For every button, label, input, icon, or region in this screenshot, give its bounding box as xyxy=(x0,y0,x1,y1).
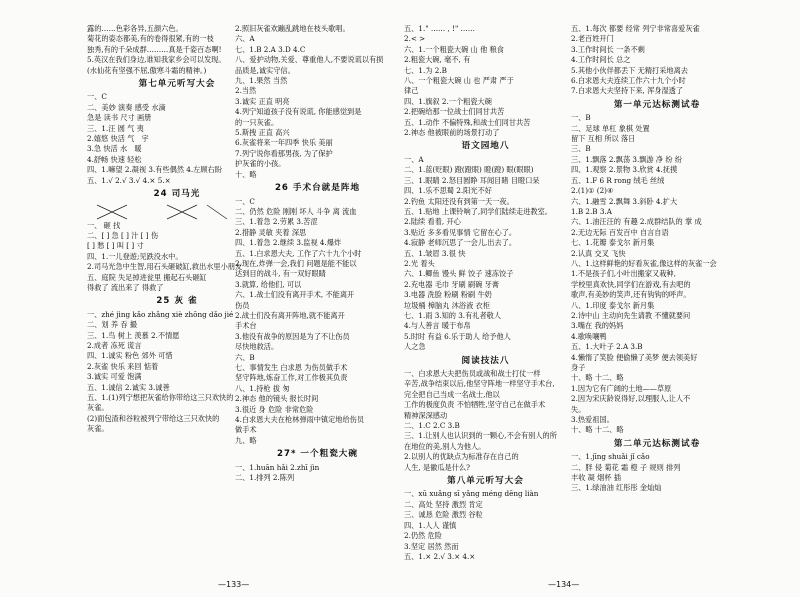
answer-line: 2.照旧灰雀欢蹦乱跳地在枝头歌唱。 xyxy=(235,24,350,33)
answer-line: 3.贴近 多多看见事情 它留在心了。 xyxy=(404,227,517,237)
answer-line: 2.认真 交叉 飞快 xyxy=(571,248,626,258)
answer-line: 2.嬉悠 快活 气 宇 xyxy=(87,134,149,144)
section-heading: 语文园地八 xyxy=(461,141,510,152)
answer-line: 四、1.诚实 粉色 郊外 可惜 xyxy=(87,351,173,361)
answer-line: 二、划 养 吞 撮 xyxy=(87,320,137,330)
answer-line: 八、爱护动物,关爱、尊重他人,不要说谎以有损 xyxy=(235,55,384,65)
answer-line: 2.战士们没有离开阵地,就不能离开 xyxy=(235,310,345,320)
answer-line: 学校里真欢快,同学们在游戏,有去吧的 xyxy=(571,279,691,289)
answer-line: 七、1.为 2.B xyxy=(404,65,447,75)
answer-line: 六、1.油汪汪的 有趣 2.成群结队的 掌 成 xyxy=(571,217,702,227)
answer-line: 4.懒惰了笑脸 便偷懒了美梦 便去领美好 xyxy=(571,352,698,362)
answer-line: 七、1.B 2.A 3.D 4.C xyxy=(235,44,306,54)
answer-line: 2.神态 他被眼前的场景打动了 xyxy=(404,128,500,138)
answer-line: 七、1.雨 3.知的 3.有礼者敬人 xyxy=(404,310,502,320)
answer-line: 做手术 xyxy=(235,425,257,435)
answer-line: 一、1.huān hǎi 2.zhī jìn xyxy=(235,462,320,472)
answer-line: 五、1.贴地 上课铃响了,同学们陆续走进教室。 xyxy=(404,206,552,216)
answer-line: 二、1.排列 2.陈列 xyxy=(235,473,295,483)
answer-line: 五、1.动作 不偏特殊,和战士们同甘共苦 xyxy=(404,117,531,127)
answer-line: 一、C xyxy=(235,196,255,206)
answer-line: 6.灰雀将来一年四季 快乐 美丽 xyxy=(235,138,333,148)
answer-line: 急是 读书 尺寸 画册 xyxy=(87,113,152,123)
section-heading: 第七单元听写大会 xyxy=(138,79,216,90)
answer-line: 坚守阵地,炼奋工作,对工作极其负责 xyxy=(235,373,348,383)
answer-line: 1.不是孩子们,小叶出搬家又栽种, xyxy=(571,269,676,279)
answer-line: 六、B xyxy=(235,352,255,362)
answer-line: 6.白求恩大夫连续工作六十九个小时 xyxy=(571,76,686,86)
answer-line: 2.当然 xyxy=(235,86,257,96)
answer-line: 九、略 xyxy=(235,435,257,445)
answer-line: 3.诚实 正直 明亮 xyxy=(235,96,290,106)
answer-line: 五、1.皱眉 3.很 快 xyxy=(404,248,466,258)
page-number-right: —134— xyxy=(548,580,580,589)
answer-line: 三、1.汪 圆 气 夷 xyxy=(87,123,144,133)
answer-line: 四、1.乐不思蜀 2.阳光不好 xyxy=(404,186,492,196)
answer-line: 2.(1)① (2)④ xyxy=(571,186,614,196)
answer-line: 达到目的战斗, 有一双好眼睛 xyxy=(235,269,326,279)
answer-line: 二、胖 侵 菊花 霜 橙 子 规则 排列 xyxy=(571,462,681,472)
answer-line: 一、C xyxy=(87,92,107,102)
answer-line: 二、仍然 危险 刚刚 坏人 斗争 离 流血 xyxy=(235,206,357,216)
answer-line: 尽快地救活。 xyxy=(235,342,279,352)
answer-line: 独秀,有的千朵成群………真是千姿百态啊! xyxy=(87,44,222,54)
answer-line: 手术台 xyxy=(235,321,257,331)
answer-line: 品质是,诚实守信。 xyxy=(235,65,295,75)
answer-line: 3.他没有战争的原因是为了不让伤员 xyxy=(235,331,350,341)
answer-line: 十、略 十二、略 xyxy=(571,425,624,435)
answer-line: 六、1.融雪 2.飘舞 3.斜卧 4.扩大 xyxy=(571,196,678,206)
answer-line: 一、白求恩大夫把伤员或战和战士打仗一样 xyxy=(404,369,541,378)
answer-line: 2.仍然 危险 xyxy=(404,531,442,541)
answer-line: 2.把碗给那一位战士们同甘共苦 xyxy=(404,107,505,117)
answer-line: 人生, 是徽瓜是什么? xyxy=(404,462,470,472)
answer-line: 三、1.飘落 2.飘荡 3.飘游 净 纷 纷 xyxy=(571,154,683,164)
column-2 xyxy=(235,24,400,584)
answer-line: 十、略 十二、略 xyxy=(571,373,624,383)
answer-line: 八、1.持枪 拔 匆 xyxy=(235,383,290,393)
answer-line: 的一只灰雀。 xyxy=(235,117,279,127)
answer-line: 1.B 2.B 3.A xyxy=(571,206,612,216)
answer-line: 五、1.诚信 2.诚实 3.诚善 xyxy=(87,382,170,392)
answer-line: 4.歌唤嚷鸭 xyxy=(571,331,607,341)
answer-line: 六、1.鲫鱼 馒头 鲜 饺子 速冻饺子 xyxy=(404,269,514,279)
section-heading: 26 手术台就是阵地 xyxy=(274,183,361,194)
answer-line: 2.钓鱼 太阳还没有到第一天一夜。 xyxy=(404,196,514,206)
answer-line: 灰雀。 xyxy=(87,403,109,413)
section-heading: 阅读技法八 xyxy=(461,355,510,366)
answer-line: 七、事情发生 白求恩 为伤员做手术 xyxy=(235,363,348,372)
answer-line: 失。 xyxy=(571,404,586,414)
section-heading: 24 司马光 xyxy=(153,189,201,200)
answer-line: 律己 xyxy=(404,86,419,96)
answer-line: 2.措静 灵敏 夹着 深思 xyxy=(235,227,307,237)
answer-line: 2.陆续 看着, 开心 xyxy=(404,217,461,227)
answer-line: 五、1.大叶子 2.A 3.B xyxy=(571,342,643,352)
answer-line: 菊花的姿态都美,有的卷得很紧,有的一枝 xyxy=(87,34,214,44)
answer-line: 一、xū xuǎng sī yǎng méng dēng liàn xyxy=(404,489,539,499)
section-heading: 第二单元达标测试卷 xyxy=(613,438,701,449)
answer-line: 三、B xyxy=(571,144,591,154)
answer-line: 一、B xyxy=(571,113,591,123)
answer-line: 九、1.果然 当然 xyxy=(235,76,288,86)
answer-line: 4.工作时间长 总之 xyxy=(571,55,631,65)
answer-line: 2.司马光急中生智,用石头砸破缸,救出水里小朋友 xyxy=(87,262,243,272)
answer-line: 5.斯拽 正直 高兴 xyxy=(235,128,290,138)
answer-line: 3.热爱祖国。 xyxy=(571,415,614,425)
answer-line: [ ] 愁 [ ] 叫 [ ] 寸 xyxy=(87,241,144,251)
answer-line: 3.坚定 居然 然而 xyxy=(404,541,459,551)
answer-line: 2.< > xyxy=(404,34,426,44)
answer-line: 四、1.观察 2.景物 3.欣赏 4.抚摸 xyxy=(571,165,678,175)
answer-line: 2.神态 他的镜头 报长时间 xyxy=(235,394,319,404)
answer-line: 4.列宁知道孩子没有说谎, 你能感觉到是 xyxy=(235,107,362,117)
answer-line: 二、[ ] 急 [ ] 汁 [ ] 伤 xyxy=(87,230,159,240)
answer-line: 四、1.旗叙 2.一个粗瓷大碗 xyxy=(404,96,492,106)
answer-line: 五、庭院 失足掉进瓮里 搬起石头砸缸 xyxy=(87,272,207,282)
answer-line: 二、高处 坚持 激烈 肯定 xyxy=(404,499,483,509)
answer-line: 1.因为它有广阔的土地——草原 xyxy=(571,383,672,393)
answer-line: 四、1.嘛望 2.凝视 3.有些偶然 4.左顾右盼 xyxy=(87,165,222,175)
answer-line: 七、1.花瓣 泰戈尔 新月集 xyxy=(571,238,655,248)
answer-line: 二、足球 单杠 象棋 处置 xyxy=(571,123,650,133)
answer-line: 歌声,有美妙的笑声,还有钩钩的呼声。 xyxy=(571,290,691,300)
answer-line: 7.白求恩大夫坚持下来, 浑身湿透了 xyxy=(571,86,684,96)
answer-line: 完全把自己当成一名战士,他以 xyxy=(404,389,500,399)
answer-line: 2.以别人的优缺点为标准存在自己的 xyxy=(404,452,519,462)
answer-line: 4.舒畅 快速 轻松 xyxy=(87,154,142,164)
answer-line: 四、1.着急 2.继续 3.监视 4.爆炸 xyxy=(235,238,342,248)
section-heading: 27* 一个粗瓷大碗 xyxy=(276,449,358,460)
answer-line: 十、略 xyxy=(235,169,257,179)
answer-line: 2.成者 冻死 谎言 xyxy=(87,340,142,350)
answer-line: 六、A xyxy=(235,34,255,44)
answer-line: 三、诚恳 危险 激烈 谷粒 xyxy=(404,510,483,520)
answer-line: 一、A xyxy=(404,154,424,164)
answer-line: 3.诚实 可爱 饱满 xyxy=(87,372,142,382)
answer-line: 4.白求恩大夫在枪林弹雨中镇定地给伤员 xyxy=(235,415,365,425)
answer-line: 在地位的美,别人为他人。 xyxy=(404,441,486,451)
answer-line: 二、美妙 演奏 感受 水滴 xyxy=(87,102,166,112)
answer-line: 工作的极度负责 不怕牺牲,坚守自己在做手术 xyxy=(404,400,546,410)
answer-line: (水仙花有坚强不屈,傲寒斗霜的精神。) xyxy=(87,65,207,75)
answer-line: 二、1.C 2.C 3.B xyxy=(404,421,460,431)
answer-line: 2.老百姓开门 xyxy=(571,34,614,44)
answer-line: 五、1.白求恩大夫, 工作了六十九个小时 xyxy=(235,248,362,258)
answer-line: 五、1.(1)列宁想把灰雀给你带给这三只欢快的 xyxy=(87,393,234,402)
answer-line: 4.寂静 老师沉思了一会儿,出去了。 xyxy=(404,238,517,248)
answer-line: 精神深深感动 xyxy=(404,410,448,420)
answer-line: 八、1.印度 泰戈尔 新月集 xyxy=(571,300,655,310)
column-4 xyxy=(571,24,743,584)
answer-line: 辛苦,战争结束以后,他坚守阵地一样坚守手术台, xyxy=(404,379,555,389)
answer-line: 2.诗中山 主动向先生请教 不懂就要问 xyxy=(571,310,691,320)
answer-line: 人之急 xyxy=(404,342,426,352)
answer-line: 2.无边无际 百发百中 自言自语 xyxy=(571,227,669,237)
column-3 xyxy=(404,24,567,584)
answer-line: 八、一个粗瓷大碗 山 也 严肃 严于 xyxy=(404,76,514,86)
answer-line: 六、1.战士们没有离开手术, 不能离开 xyxy=(235,290,355,300)
answer-line: 五、1.F 6 R rong 绒毛 丝绒 xyxy=(571,175,665,185)
answer-line: 2.现在,炸弹一会,我们 问题是能不能以 xyxy=(235,258,357,268)
answer-line: 垃圾桶 樟脑丸 沐浴液 衣柜 xyxy=(404,300,490,310)
answer-line: 3.工作时间长 一条不剩 xyxy=(571,44,645,54)
answer-line: 四、1.人人 谨慎 xyxy=(404,520,457,530)
answer-line: 3.嘴在 我的妈妈 xyxy=(571,321,624,331)
section-heading: 25 灰 雀 xyxy=(156,296,198,307)
answer-line: 2.光 着头 xyxy=(404,258,435,268)
answer-line: 4.与人善言 暖于布帛 xyxy=(404,321,471,331)
answer-line: 三、1.绿油油 红彤彤 金灿灿 xyxy=(571,483,662,493)
answer-line: 3.就算, 给他们, 可以 xyxy=(235,279,302,289)
answer-line: 2.充电器 毛巾 牙刷 刷碗 牙膏 xyxy=(404,279,500,289)
answer-line: 2.灰雀 快乐 来回 惦着 xyxy=(87,361,159,371)
answer-line: 五、1.√ 2.√ 3.√ 4.× 5.× xyxy=(87,175,171,185)
answer-line: 丰收 凝 烟杯 插 xyxy=(571,473,621,483)
answer-line: 3.很近 身 危险 非常危险 xyxy=(235,404,314,414)
answer-line: 3.急 快活 水 暖 xyxy=(87,144,142,154)
answer-line: 六、1.一个粗瓷大碗 山 他 粮食 xyxy=(404,44,504,54)
answer-line: 一、zhé jìng kǎo zhǎng xiè zhōng dǎo jié xyxy=(87,309,234,319)
answer-line: 露的……色彩各异,五颜六色。 xyxy=(87,24,183,33)
answer-line: 伤员 xyxy=(235,300,250,310)
answer-line: 五、1.× 2.√ 3.× 4.× xyxy=(404,551,476,561)
section-heading: 第一单元达标测试卷 xyxy=(613,99,701,110)
answer-line: 五、1." …… , !" …… xyxy=(404,24,475,33)
answer-line: 八、1.这样鲜艳的好看灰雀,像这样的灰雀一会 xyxy=(571,258,717,268)
answer-line: 二、1.蓝(贬眼) 蹬(蹬眼) 瞪(蹬) 眼(眼眼) xyxy=(404,165,534,175)
answer-line: 5.时时 有益 6.乐于助人 给予他人 xyxy=(404,331,511,341)
answer-line: (2)面包渣和谷粒被列宁带给这三只欢快的 xyxy=(87,413,220,423)
answer-line: 3.电器 洗脸 粉刷 粉刷 牛奶 xyxy=(404,290,492,300)
answer-line: 7.列宁说你看那男孩, 为了保护 xyxy=(235,148,333,158)
answer-line: 三、1.让别人也认识到的一颗心,不会有别人的所 xyxy=(404,431,557,441)
answer-line: 三、1.眼睛 2.怒目圆睁 耳闻目睹 目瞪口呆 xyxy=(404,175,540,185)
answer-line: 护灰雀的小孩。 xyxy=(235,159,286,169)
answer-line: 灰雀。 xyxy=(87,424,109,434)
answer-line: 四、1.一儿登遊;见跌没水中。 xyxy=(87,251,183,261)
answer-line: 5.英汉在我们身边,谁知我家乡会可以发现。 xyxy=(87,55,226,65)
answer-line: 五、1.每次 都要 经常 列宁非常喜爱灰雀 xyxy=(571,24,700,33)
answer-line: 三、1.鸟 树上 羡慕 2.不情愿 xyxy=(87,330,180,340)
answer-line: 得救了 流出来了 得救了 xyxy=(87,282,164,292)
answer-line: 一、 砸 找 xyxy=(87,220,121,230)
answer-line: 一、1.jīng shuǎi jǐ cǎo xyxy=(571,452,650,462)
page-number-left: —133— xyxy=(218,580,250,589)
answer-line: 身子 xyxy=(571,363,586,372)
section-heading: 第八单元听写大会 xyxy=(447,476,524,487)
answer-line: 三、1.着急 2.劳累 3.苦涩 xyxy=(235,217,318,227)
answer-line: 5.其他小伙伴都丢下 无精打采地离去 xyxy=(571,65,688,75)
answer-line: 2.粗瓷大碗, 毫不, 有 xyxy=(404,55,471,65)
answer-line: 2.因为宋庆龄说得好,以理服人,让人不 xyxy=(571,394,691,404)
answer-line: 留下 互相 所以 落日 xyxy=(571,134,636,144)
